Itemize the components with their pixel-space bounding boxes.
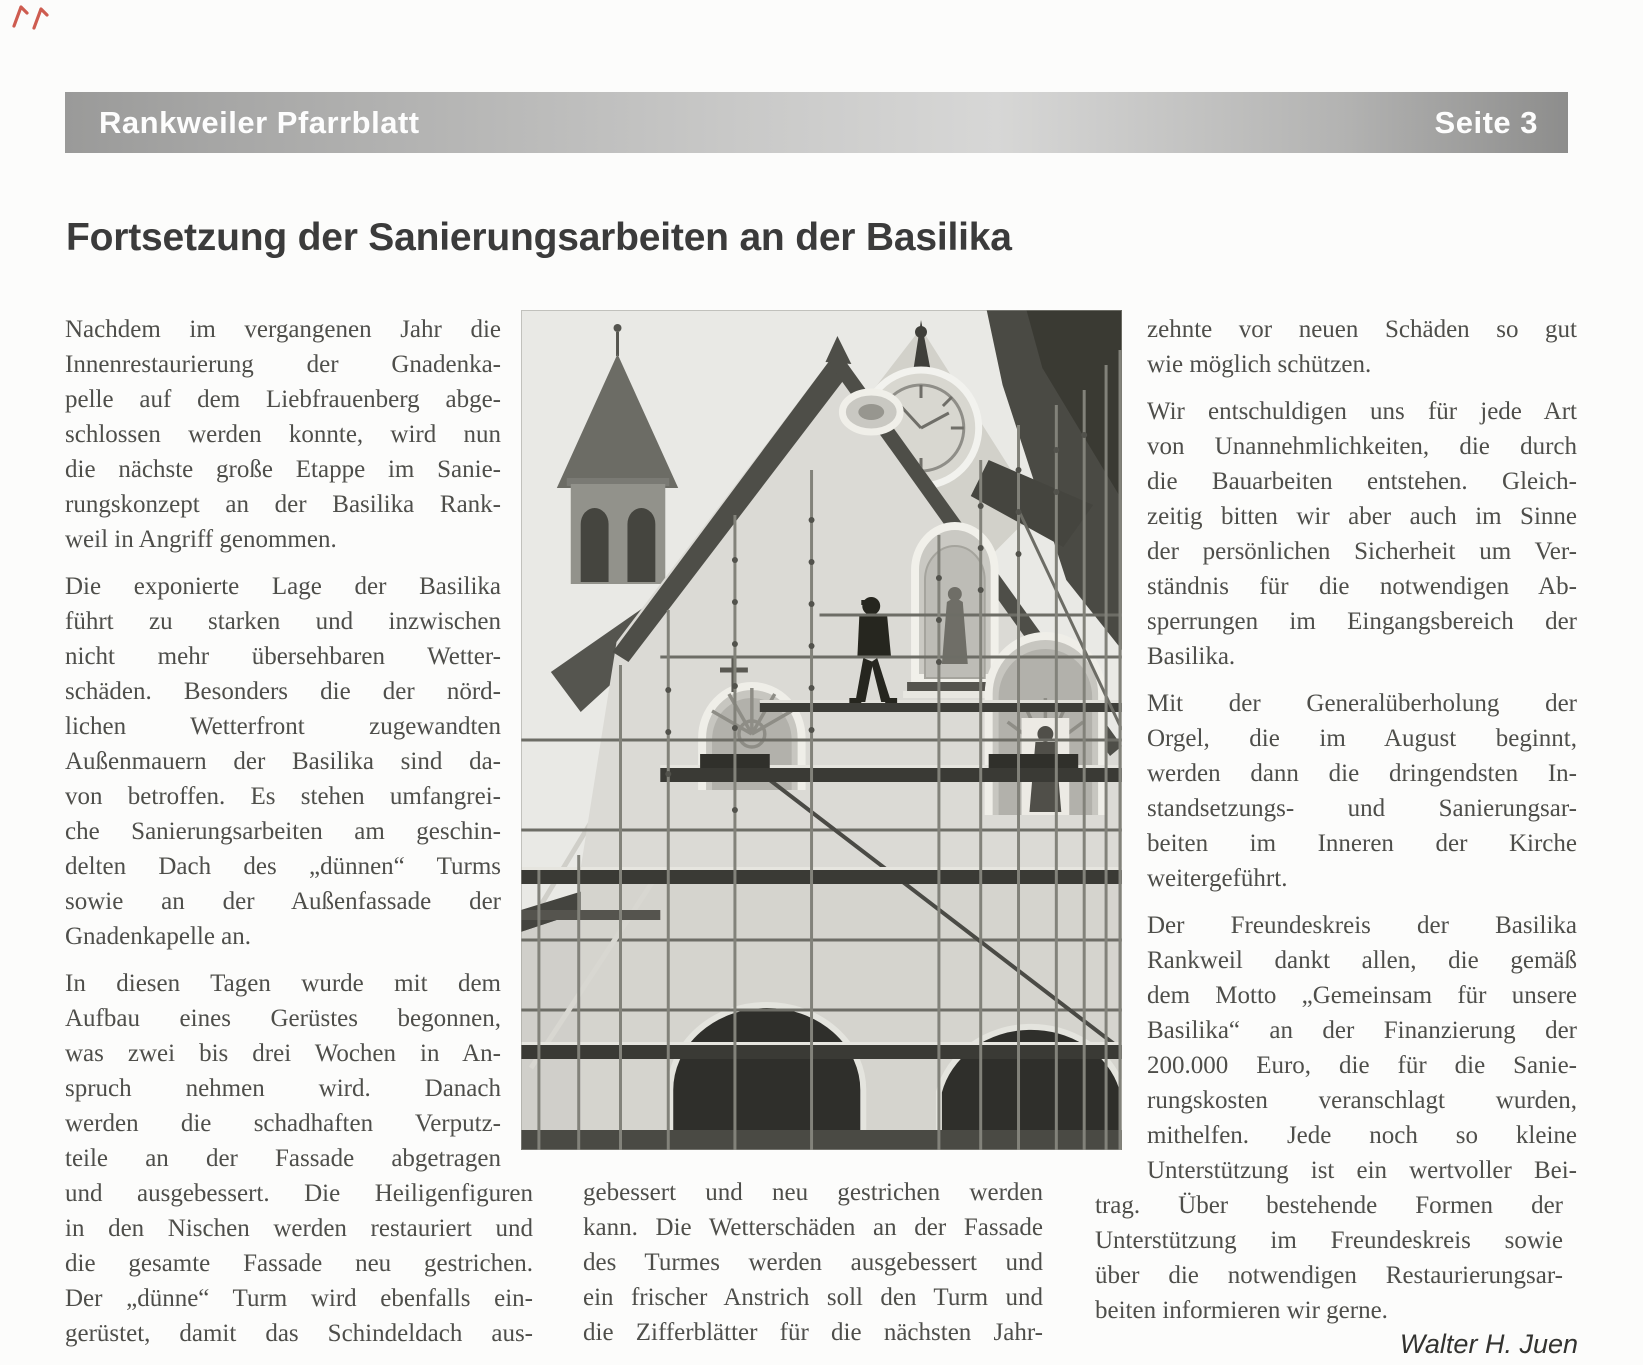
article-headline: Fortsetzung der Sanierungsarbeiten an der Basilika xyxy=(66,216,1012,259)
text-line: pelle auf dem Liebfrauenberg abge- xyxy=(65,386,501,413)
text-line: Basilika. xyxy=(1147,643,1236,670)
text-line: von Unannehmlichkeiten, die durch xyxy=(1147,433,1577,460)
text-line: Innenrestaurierung der Gnadenka- xyxy=(65,351,501,378)
text-line: die gesamte Fassade neu gestrichen. xyxy=(65,1250,533,1277)
text-line: lichen Wetterfront zugewandten xyxy=(65,713,501,740)
text-line: die Zifferblätter für die nächsten Jahr- xyxy=(583,1319,1043,1346)
text-line: in den Nischen werden restauriert und xyxy=(65,1215,533,1242)
text-line: des Turmes werden ausgebessert und xyxy=(583,1249,1043,1276)
text-line: zeitig bitten wir aber auch im Sinne xyxy=(1147,503,1577,530)
text-line: Die exponierte Lage der Basilika xyxy=(65,573,501,600)
paragraph xyxy=(65,966,501,1176)
article-byline: Walter H. Juen xyxy=(1399,1329,1578,1359)
text-line: von betroffen. Es stehen umfangrei- xyxy=(65,783,501,810)
text-line: die nächste große Etappe im Sanie- xyxy=(65,456,501,483)
text-line: Nachdem im vergangenen Jahr die xyxy=(65,316,501,343)
text-line: Unterstützung ist ein wertvoller Bei- xyxy=(1147,1157,1577,1184)
text-line: schlossen werden konnte, wird nun xyxy=(65,421,501,448)
paragraph xyxy=(1147,312,1577,382)
text-line: beiten im Inneren der Kirche xyxy=(1147,830,1577,857)
text-line: ständnis für die notwendigen Ab- xyxy=(1147,573,1577,600)
text-line: rungskosten veranschlagt wurden, xyxy=(1147,1087,1577,1114)
article-column-right-bottom xyxy=(1095,1188,1563,1328)
red-pen-mark-icon xyxy=(6,0,60,34)
article-column-left-bottom xyxy=(65,1176,533,1351)
text-line: und ausgebessert. Die Heiligenfiguren xyxy=(65,1180,533,1207)
church-scaffolding-illustration xyxy=(521,310,1122,1150)
article-column-left-top xyxy=(65,312,501,1176)
text-line: spruch nehmen wird. Danach xyxy=(65,1075,501,1102)
paragraph xyxy=(65,312,501,557)
text-line: führt zu starken und inzwischen xyxy=(65,608,501,635)
text-line: Orgel, die im August beginnt, xyxy=(1147,725,1577,752)
text-line: Unterstützung im Freundeskreis sowie xyxy=(1095,1227,1563,1254)
text-line: che Sanierungsarbeiten am geschin- xyxy=(65,818,501,845)
text-line: In diesen Tagen wurde mit dem xyxy=(65,970,501,997)
text-line: Aufbau eines Gerüstes begonnen, xyxy=(65,1005,501,1032)
text-line: gebessert und neu gestrichen werden xyxy=(583,1179,1043,1206)
article-column-middle-bottom xyxy=(583,1175,1043,1350)
text-line: was zwei bis drei Wochen in An- xyxy=(65,1040,501,1067)
text-line: werden die schadhaften Verputz- xyxy=(65,1110,501,1137)
text-line: Gnadenkapelle an. xyxy=(65,923,252,950)
text-line: die Bauarbeiten entstehen. Gleich- xyxy=(1147,468,1577,495)
text-line: ein frischer Anstrich soll den Turm und xyxy=(583,1284,1043,1311)
text-line: rungskonzept an der Basilika Rank- xyxy=(65,491,501,518)
page-header-bar xyxy=(65,92,1568,153)
text-line: 200.000 Euro, die für die Sanie- xyxy=(1147,1052,1577,1079)
church-photo xyxy=(521,310,1122,1150)
text-line: Mit der Generalüberholung der xyxy=(1147,690,1577,717)
text-line: teile an der Fassade abgetragen xyxy=(65,1145,501,1172)
text-line: Außenmauern der Basilika sind da- xyxy=(65,748,501,775)
text-line: dem Motto „Gemeinsam für unsere xyxy=(1147,982,1577,1009)
text-line: wie möglich schützen. xyxy=(1147,351,1372,378)
newsletter-title: Rankweiler Pfarrblatt xyxy=(99,104,420,140)
text-line: mithelfen. Jede noch so kleine xyxy=(1147,1122,1577,1149)
text-line: delten Dach des „dünnen“ Turms xyxy=(65,853,501,880)
paragraph xyxy=(1147,394,1577,674)
text-line: nicht mehr übersehbaren Wetter- xyxy=(65,643,501,670)
text-line: gerüstet, damit das Schindeldach aus- xyxy=(65,1320,533,1347)
text-line: kann. Die Wetterschäden an der Fassade xyxy=(583,1214,1043,1241)
text-line: der persönlichen Sicherheit um Ver- xyxy=(1147,538,1577,565)
paragraph xyxy=(65,1176,533,1351)
text-line: beiten informieren wir gerne. xyxy=(1095,1297,1388,1324)
text-line: weitergeführt. xyxy=(1147,865,1288,892)
text-line: trag. Über bestehende Formen der xyxy=(1095,1192,1563,1219)
text-line: schäden. Besonders die der nörd- xyxy=(65,678,501,705)
text-line: werden dann die dringendsten In- xyxy=(1147,760,1577,787)
paragraph xyxy=(1147,908,1577,1188)
text-line: Basilika“ an der Finanzierung der xyxy=(1147,1017,1577,1044)
text-line: sowie an der Außenfassade der xyxy=(65,888,501,915)
paragraph xyxy=(1095,1188,1563,1328)
text-line: Der „dünne“ Turm wird ebenfalls ein- xyxy=(65,1285,533,1312)
text-line: weil in Angriff genommen. xyxy=(65,526,337,553)
text-line: Wir entschuldigen uns für jede Art xyxy=(1147,398,1577,425)
paragraph xyxy=(65,569,501,954)
page-number: Seite 3 xyxy=(1434,104,1538,140)
paragraph xyxy=(1147,686,1577,896)
text-line: Der Freundeskreis der Basilika xyxy=(1147,912,1577,939)
text-line: zehnte vor neuen Schäden so gut xyxy=(1147,316,1577,343)
text-line: sperrungen im Eingangsbereich der xyxy=(1147,608,1577,635)
text-line: standsetzungs- und Sanierungsar- xyxy=(1147,795,1577,822)
paragraph xyxy=(583,1175,1043,1350)
text-line: über die notwendigen Restaurierungsar- xyxy=(1095,1262,1563,1289)
text-line: Rankweil dankt allen, die gemäß xyxy=(1147,947,1577,974)
article-column-right-top xyxy=(1147,312,1577,1188)
